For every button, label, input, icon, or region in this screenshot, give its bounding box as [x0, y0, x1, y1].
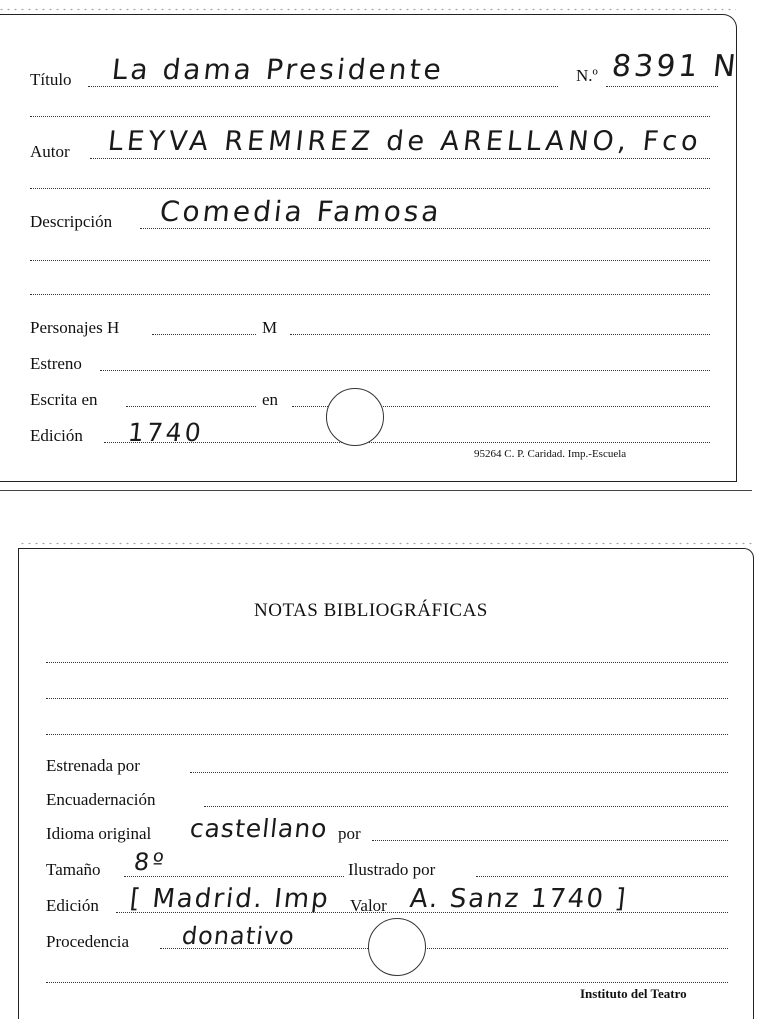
torn-edge-texture — [0, 7, 736, 13]
edicion-value-a: [ Madrid. Imp — [128, 884, 332, 914]
blank-line — [46, 734, 728, 735]
blank-line — [46, 982, 728, 983]
blank-line — [30, 188, 710, 189]
tamano-line — [124, 876, 344, 877]
estrenada-label: Estrenada por — [46, 756, 140, 775]
escrita-line — [126, 406, 256, 407]
titulo-line — [88, 86, 558, 87]
punch-hole — [326, 388, 384, 446]
idioma-value: castellano — [188, 814, 330, 843]
ilustrado-line — [476, 876, 728, 877]
ilustrado-label: Ilustrado por — [348, 860, 436, 879]
personajes-label: Personajes H — [30, 318, 120, 337]
titulo-value: La dama Presidente — [110, 53, 446, 86]
idioma-label: Idioma original — [46, 824, 152, 843]
institution-imprint: Instituto del Teatro — [580, 986, 687, 1001]
numero-value: 8391 N — [610, 49, 741, 84]
personajes-h-line — [152, 334, 256, 335]
blank-line — [30, 116, 710, 117]
estreno-label: Estreno — [30, 354, 82, 373]
card-divider — [0, 490, 752, 491]
escrita-label: Escrita en — [30, 390, 98, 409]
idioma-por-label: por — [338, 824, 361, 843]
notas-heading: NOTAS BIBLIOGRÁFICAS — [254, 600, 488, 621]
numero-label: N.º — [576, 66, 598, 85]
autor-value: LEYVA REMIREZ de ARELLANO, Fco — [106, 126, 704, 157]
edicion-value: 1740 — [126, 418, 206, 447]
blank-line — [30, 294, 710, 295]
escrita-en-label: en — [262, 390, 279, 409]
numero-line — [606, 86, 718, 87]
procedencia-label: Procedencia — [46, 932, 130, 951]
descripcion-label: Descripción — [30, 212, 113, 231]
edicion-value-b: A. Sanz 1740 ] — [408, 884, 629, 914]
encuadernacion-line — [204, 806, 728, 807]
tamano-label: Tamaño — [46, 860, 101, 879]
descripcion-line — [140, 228, 710, 229]
printer-imprint: 95264 C. P. Caridad. Imp.-Escuela — [474, 448, 627, 460]
titulo-label: Título — [30, 70, 72, 89]
tamano-value: 8º — [132, 848, 169, 876]
estrenada-line — [190, 772, 728, 773]
edicion-label-bottom: Edición — [46, 896, 99, 915]
torn-edge-texture — [19, 541, 753, 547]
autor-line — [90, 158, 710, 159]
descripcion-value: Comedia Famosa — [158, 195, 444, 228]
autor-label: Autor — [30, 142, 70, 161]
encuadernacion-label: Encuadernación — [46, 790, 156, 809]
blank-line — [30, 260, 710, 261]
idioma-por-line — [372, 840, 728, 841]
personajes-m-label: M — [262, 318, 278, 337]
valor-label: Valor — [350, 896, 387, 915]
personajes-m-line — [290, 334, 710, 335]
procedencia-value: donativo — [180, 922, 297, 950]
punch-hole — [368, 918, 426, 976]
estreno-line — [100, 370, 710, 371]
blank-line — [46, 662, 728, 663]
blank-line — [46, 698, 728, 699]
edicion-label: Edición — [30, 426, 83, 445]
